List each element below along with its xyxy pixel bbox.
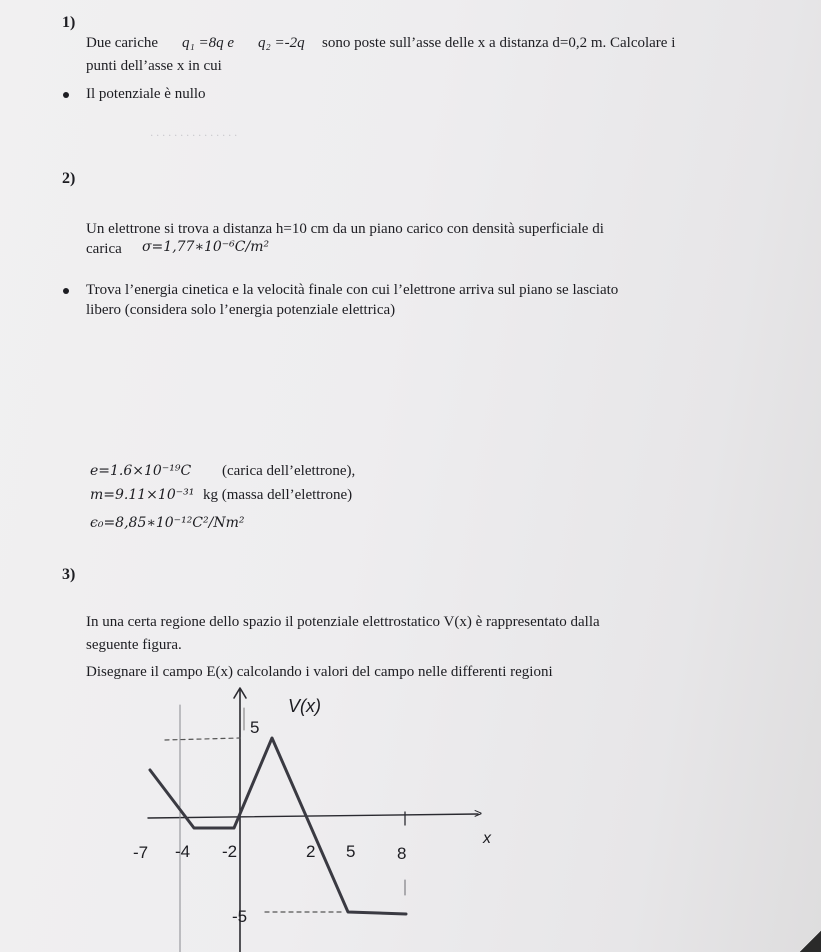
page-corner-shadow (800, 930, 821, 952)
potential-curve (150, 738, 406, 914)
problem-3-number: 3) (62, 566, 76, 583)
constant-e-description: (carica dell’elettrone), (222, 463, 356, 479)
problem-1-text-b: sono poste sull’asse delle x a distanza d=0,2 m. Calcolare i (322, 35, 676, 51)
x-tick-label: 2 (306, 842, 316, 861)
x-tick-label: -2 (222, 842, 238, 861)
constant-e: e=1.6×10⁻¹⁹C (90, 463, 192, 479)
problem-2-line1: Un elettrone si trova a distanza h=10 cm da un piano carico con densità superficiale di (86, 221, 604, 237)
x-tick-label: -4 (175, 842, 191, 861)
problem-1-number: 1) (62, 14, 76, 31)
x-tick-label: -7 (133, 843, 149, 862)
problem-1-text-c: punti dell’asse x in cui (86, 58, 222, 74)
problem-2-bullet-line2: libero (considera solo l’energia potenziale elettrica) (86, 302, 396, 318)
y-top-label: 5 (250, 718, 260, 737)
problem-3-line3: Disegnare il campo E(x) calcolando i valori del campo nelle differenti regioni (86, 664, 553, 680)
y-axis-label: V(x) (288, 696, 321, 716)
problem-2-carica-label: carica (86, 241, 122, 257)
problem-1-bullet: Il potenziale è nullo (86, 86, 206, 102)
constant-m-description: kg (massa dell’elettrone) (203, 487, 353, 503)
x-axis-label: x (483, 830, 491, 847)
x-tick-label: 5 (346, 842, 356, 861)
x-tick-label: 8 (397, 844, 407, 863)
show-through-text: · · · · · · · · · · · · · · · (150, 128, 237, 142)
constant-epsilon0: ϵ₀=8,85∗10⁻¹²C²/Nm² (90, 515, 245, 531)
q2-expression: q₂ =-2q (258, 35, 305, 51)
q1-expression: q₁ =8q e (182, 35, 234, 51)
problem-2-number: 2) (62, 170, 76, 187)
problem-3-line1: In una certa regione dello spazio il potenziale elettrostatico V(x) è rappresentato dalla (86, 614, 600, 630)
problem-3-line2: seguente figura. (86, 637, 182, 653)
constant-m: m=9.11×10⁻³¹ (90, 487, 195, 503)
problem-1-text-a: Due cariche (86, 35, 159, 51)
x-axis-arrow-icon: > (474, 805, 483, 821)
sigma-value: σ=1,77∗10⁻⁶C/m² (142, 239, 270, 255)
problem-2-bullet-line1: Trova l’energia cinetica e la velocità finale con cui l’elettrone arriva sul piano se lasciato (86, 282, 619, 298)
x-axis (148, 814, 478, 818)
dashed-level-5 (165, 738, 240, 740)
y-bottom-label: -5 (232, 907, 248, 926)
